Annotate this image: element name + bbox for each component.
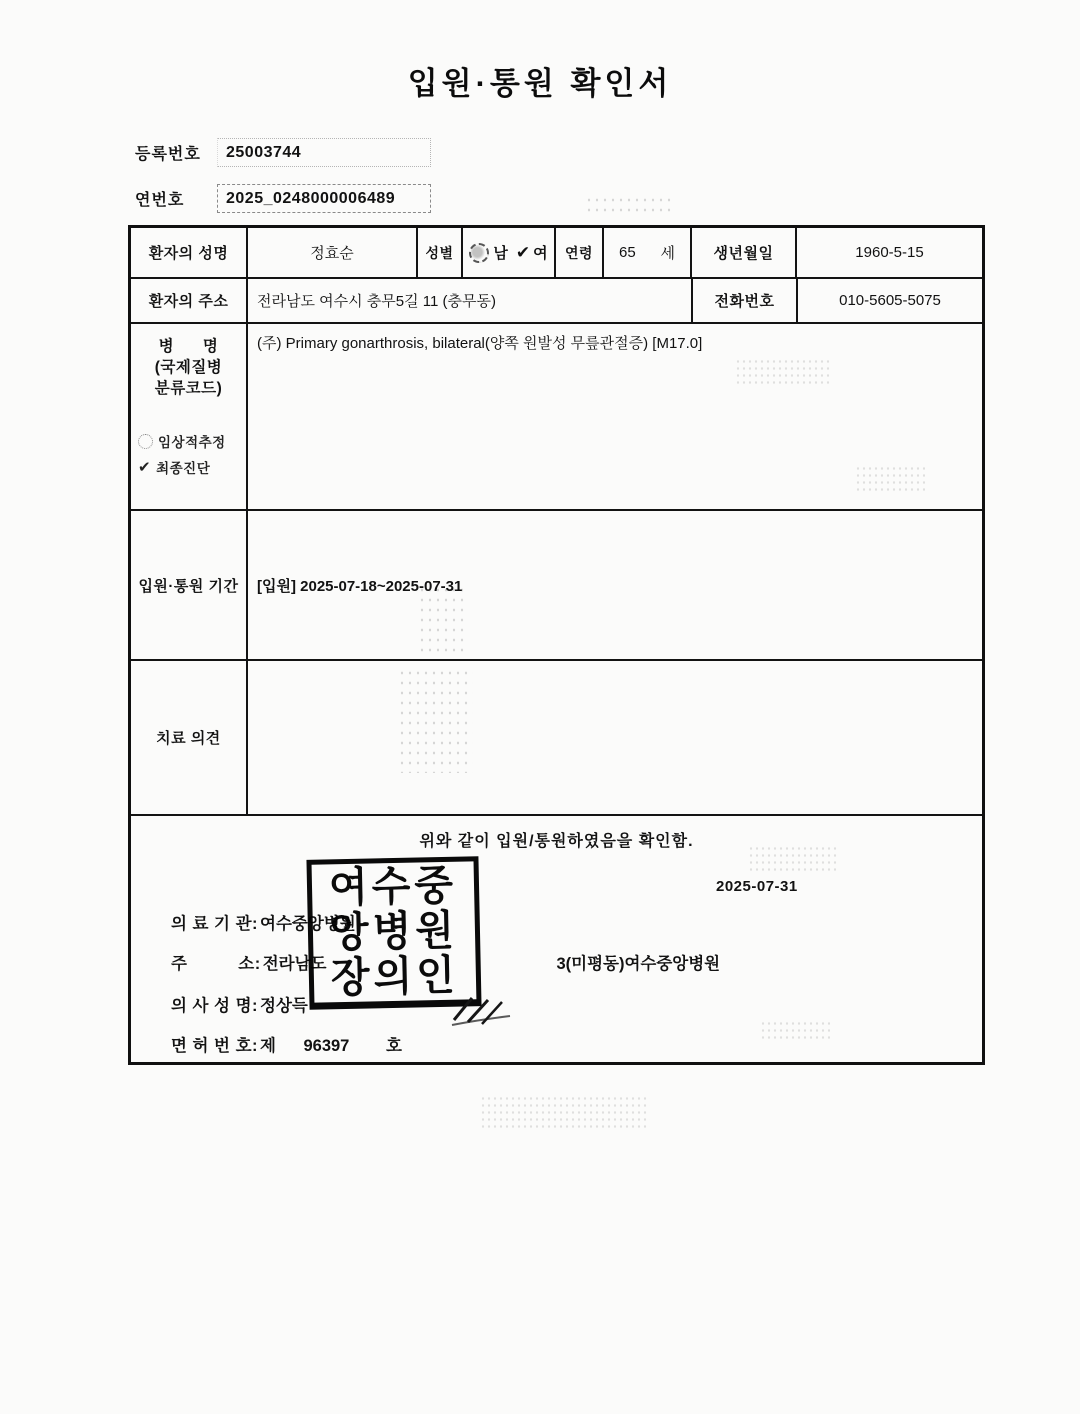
scan-noise xyxy=(480,1095,650,1129)
gender-female-option xyxy=(516,242,548,263)
phone-value: 010-5605-5075 xyxy=(839,292,941,309)
medical-institution-label: 의 료 기 관: xyxy=(171,915,259,933)
unchecked-circle-icon xyxy=(469,243,489,263)
confirmation-statement: 위와 같이 입원/통원하였음을 확인함. xyxy=(419,833,694,850)
address-label: 환자의 주소 xyxy=(131,279,248,322)
serial-number-label: 연번호 xyxy=(135,192,185,209)
period-row xyxy=(131,511,982,661)
birthdate-label: 생년월일 xyxy=(692,228,797,277)
patient-name-value: 정효순 xyxy=(248,228,418,277)
unchecked-circle-icon xyxy=(138,434,153,449)
opinion-content xyxy=(248,661,982,814)
institution-address-suffix: 3(미평동)여수중앙병원 xyxy=(556,955,721,973)
scan-noise xyxy=(585,195,675,213)
diagnosis-content: (주) Primary gonarthrosis, bilateral(양쪽 원발성 무릎관절증) [M17.0] xyxy=(257,335,703,352)
age-unit: 세 xyxy=(660,245,675,262)
institution-address-label: 주 소: xyxy=(171,955,261,973)
address-value: 전라남도 여수시 충무5길 11 (충무동) xyxy=(248,279,693,322)
diagnosis-label-line3: 분류코드) xyxy=(154,380,223,397)
final-diagnosis-text: 최종진단 xyxy=(156,461,211,476)
checkmark-icon: ✔ xyxy=(515,242,531,262)
hospital-seal-stamp xyxy=(306,856,481,1010)
age-value: 65 xyxy=(619,244,636,261)
institution-address-prefix: 전라남도 xyxy=(262,955,327,973)
period-label: 입원·통원 기간 xyxy=(131,511,248,659)
license-number-value: 제 96397 호 xyxy=(260,1037,402,1055)
issue-date: 2025-07-31 xyxy=(716,878,798,895)
registration-number-value: 25003744 xyxy=(217,138,431,167)
certificate-table xyxy=(128,225,985,1065)
opinion-label: 치료 의견 xyxy=(131,661,248,814)
gender-female-text: 여 xyxy=(533,245,548,262)
gender-male-option xyxy=(469,242,508,263)
document-title: 입원·통원 확인서 xyxy=(407,66,673,101)
opinion-row xyxy=(131,661,982,816)
age-label: 연령 xyxy=(556,228,604,277)
birthdate-value: 1960-5-15 xyxy=(855,244,924,261)
patient-name-label: 환자의 성명 xyxy=(131,228,248,277)
doctor-name-value: 정상득 xyxy=(260,997,308,1015)
gender-label: 성별 xyxy=(418,228,463,277)
age-value-cell xyxy=(604,228,692,277)
patient-row-1 xyxy=(131,228,982,279)
diagnosis-label-line2: (국제질병 xyxy=(154,359,223,376)
doctor-name-label: 의 사 성 명: xyxy=(171,997,259,1015)
clinical-estimation-option xyxy=(138,431,226,451)
doctor-name-line xyxy=(171,992,308,1016)
patient-row-2 xyxy=(131,279,982,324)
final-diagnosis-option xyxy=(138,457,226,477)
stamp-text-row: 여수중 xyxy=(328,861,458,912)
medical-institution-value: 여수중앙병원 xyxy=(260,915,356,933)
diagnosis-type-options xyxy=(131,425,226,477)
serial-number-row xyxy=(135,184,431,213)
registration-number-label: 등록번호 xyxy=(135,146,201,163)
stamp-text-row: 장의인 xyxy=(330,951,460,1002)
license-number-label: 면 허 번 호: xyxy=(171,1037,259,1055)
checkmark-icon: ✔ xyxy=(138,459,152,476)
confirmation-section xyxy=(131,816,982,1064)
period-content: [입원] 2025-07-18~2025-07-31 xyxy=(257,578,463,595)
gender-value xyxy=(463,228,556,277)
diagnosis-label-line1: 병 명 xyxy=(158,338,219,355)
gender-male-text: 남 xyxy=(493,245,508,262)
serial-number-value: 2025_0248000006489 xyxy=(217,184,431,213)
clinical-estimation-text: 임상적추정 xyxy=(158,435,226,450)
diagnosis-label-cell xyxy=(131,324,248,509)
stamp-text-row: 앙병원 xyxy=(329,906,459,957)
license-number-line xyxy=(171,1032,402,1056)
diagnosis-row xyxy=(131,324,982,511)
signature-scribble xyxy=(448,992,518,1028)
phone-label: 전화번호 xyxy=(693,279,798,322)
registration-number-row xyxy=(135,138,431,167)
